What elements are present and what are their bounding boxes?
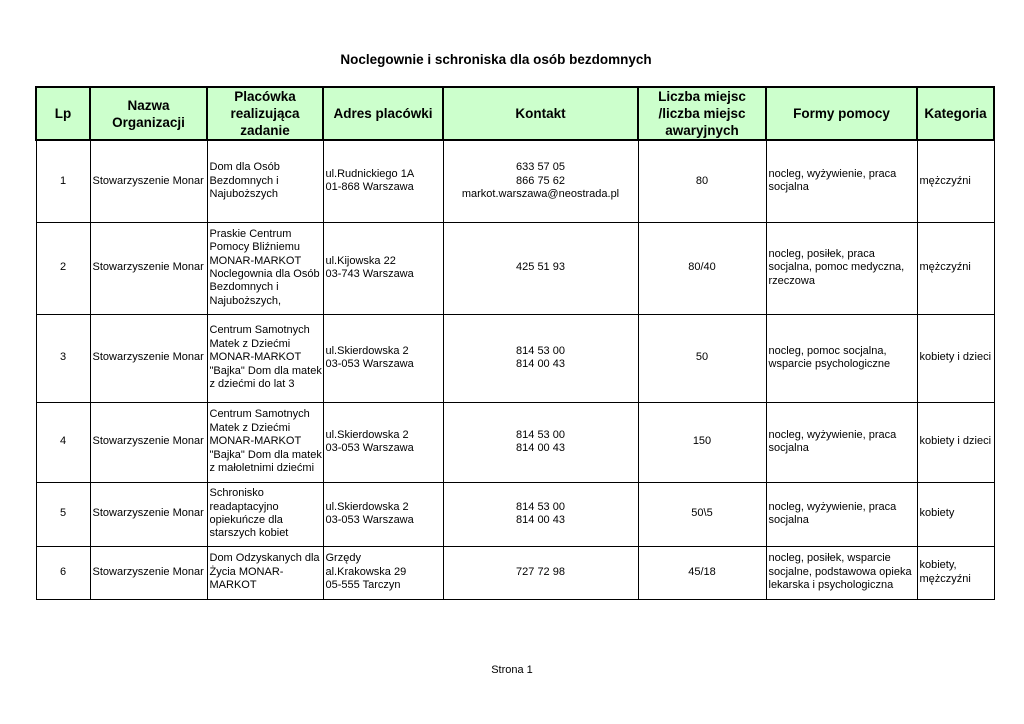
table-row <box>36 222 994 314</box>
cell-nazwa: Stowarzyszenie Monar <box>90 482 207 546</box>
cell-nazwa: Stowarzyszenie Monar <box>90 140 207 222</box>
header-lp: Lp <box>36 87 90 140</box>
cell-formy: nocleg, posiłek, wsparcie socjalne, podstawowa opieka lekarska i psychologiczna <box>766 546 917 599</box>
cell-nazwa: Stowarzyszenie Monar <box>90 314 207 402</box>
cell-kontakt: 814 53 00 814 00 43 <box>443 314 638 402</box>
cell-kategoria: kobiety, mężczyźni <box>917 546 994 599</box>
cell-formy: nocleg, wyżywienie, praca socjalna <box>766 402 917 482</box>
cell-formy: nocleg, wyżywienie, praca socjalna <box>766 140 917 222</box>
cell-formy: nocleg, posiłek, praca socjalna, pomoc medyczna, rzeczowa <box>766 222 917 314</box>
cell-lp: 5 <box>36 482 90 546</box>
header-nazwa: Nazwa Organizacji <box>90 87 207 140</box>
cell-placowka: Centrum Samotnych Matek z Dziećmi MONAR-MARKOT "Bajka" Dom dla matek z małoletnimi dziećmi <box>207 402 323 482</box>
cell-miejsca: 45/18 <box>638 546 766 599</box>
shelters-table <box>35 86 995 600</box>
cell-lp: 2 <box>36 222 90 314</box>
cell-formy: nocleg, wyżywienie, praca socjalna <box>766 482 917 546</box>
cell-adres: ul.Skierdowska 2 03-053 Warszawa <box>323 402 443 482</box>
header-placowka: Placówka realizująca zadanie <box>207 87 323 140</box>
cell-miejsca: 80/40 <box>638 222 766 314</box>
cell-lp: 6 <box>36 546 90 599</box>
cell-placowka: Dom dla Osób Bezdomnych i Najuboższych <box>207 140 323 222</box>
cell-nazwa: Stowarzyszenie Monar <box>90 222 207 314</box>
table-row <box>36 546 994 599</box>
cell-formy: nocleg, pomoc socjalna, wsparcie psychologiczne <box>766 314 917 402</box>
cell-placowka: Dom Odzyskanych dla Życia MONAR- MARKOT <box>207 546 323 599</box>
cell-kontakt: 425 51 93 <box>443 222 638 314</box>
cell-kategoria: kobiety i dzieci <box>917 314 994 402</box>
cell-kategoria: kobiety i dzieci <box>917 402 994 482</box>
cell-placowka: Centrum Samotnych Matek z Dziećmi MONAR-MARKOT "Bajka" Dom dla matek z dziećmi do lat 3 <box>207 314 323 402</box>
table-row <box>36 140 994 222</box>
header-adres: Adres placówki <box>323 87 443 140</box>
page-title: Noclegownie i schroniska dla osób bezdomnych <box>340 52 652 67</box>
table-row <box>36 314 994 402</box>
cell-adres: ul.Kijowska 22 03-743 Warszawa <box>323 222 443 314</box>
cell-adres: Grzędy al.Krakowska 29 05-555 Tarczyn <box>323 546 443 599</box>
cell-miejsca: 80 <box>638 140 766 222</box>
header-liczba: Liczba miejsc /liczba miejsc awaryjnych <box>638 87 766 140</box>
cell-kontakt: 814 53 00 814 00 43 <box>443 402 638 482</box>
cell-kontakt: 814 53 00 814 00 43 <box>443 482 638 546</box>
cell-kontakt: 727 72 98 <box>443 546 638 599</box>
cell-kategoria: kobiety <box>917 482 994 546</box>
table-row <box>36 482 994 546</box>
table-row <box>36 402 994 482</box>
cell-lp: 1 <box>36 140 90 222</box>
page-number: Strona 1 <box>491 664 533 676</box>
cell-adres: ul.Skierdowska 2 03-053 Warszawa <box>323 482 443 546</box>
cell-kategoria: mężczyźni <box>917 222 994 314</box>
cell-lp: 3 <box>36 314 90 402</box>
header-kontakt: Kontakt <box>443 87 638 140</box>
cell-kontakt: 633 57 05 866 75 62 markot.warszawa@neostrada.pl <box>443 140 638 222</box>
cell-miejsca: 150 <box>638 402 766 482</box>
cell-kategoria: mężczyźni <box>917 140 994 222</box>
cell-nazwa: Stowarzyszenie Monar <box>90 546 207 599</box>
cell-miejsca: 50\5 <box>638 482 766 546</box>
header-kategoria: Kategoria <box>917 87 994 140</box>
cell-lp: 4 <box>36 402 90 482</box>
cell-adres: ul.Rudnickiego 1A 01-868 Warszawa <box>323 140 443 222</box>
header-formy: Formy pomocy <box>766 87 917 140</box>
cell-placowka: Schronisko readaptacyjno opiekuńcze dla starszych kobiet <box>207 482 323 546</box>
cell-adres: ul.Skierdowska 2 03-053 Warszawa <box>323 314 443 402</box>
header-row <box>36 87 994 140</box>
cell-nazwa: Stowarzyszenie Monar <box>90 402 207 482</box>
cell-placowka: Praskie Centrum Pomocy Bliźniemu MONAR-MARKOT Noclegownia dla Osób Bezdomnych i Najuboższych, <box>207 222 323 314</box>
cell-miejsca: 50 <box>638 314 766 402</box>
